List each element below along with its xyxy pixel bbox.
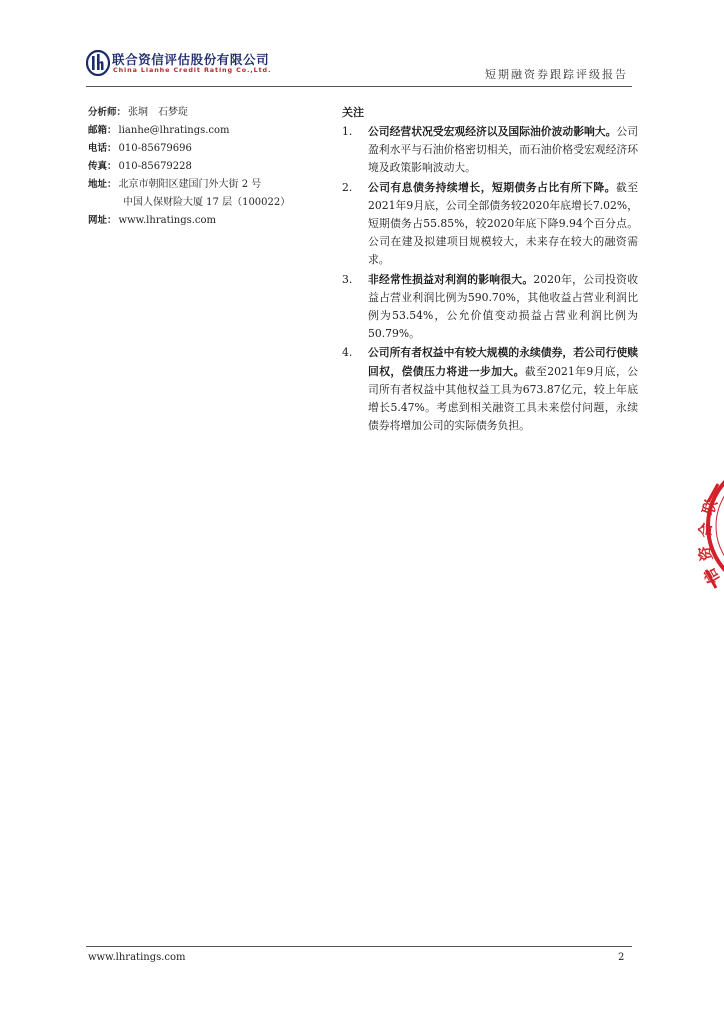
contact-block (88, 104, 318, 230)
focus-item (342, 344, 638, 435)
svg-text:资: 资 (695, 544, 716, 563)
analysts-label: 分析师： (88, 107, 127, 118)
page-number: 2 (618, 952, 625, 963)
lianhe-logo-icon (86, 50, 110, 76)
page-header (86, 46, 632, 86)
report-type: 短期融资券跟踪评级报告 (485, 68, 628, 81)
focus-item-title: 非经常性损益对利润的影响很大。 (368, 272, 534, 286)
focus-item-text: 公司盈利水平与石油价格密切相关，而石油价格受宏观经济环境及政策影响波动大。 (368, 125, 639, 175)
address-value-line1: 北京市朝阳区建国门外大街 2 号 (118, 179, 262, 190)
phone-label: 电话： (88, 143, 117, 154)
header-divider (86, 86, 632, 87)
focus-item (342, 271, 638, 344)
phone-line (88, 140, 318, 158)
focus-item-title: 公司经营状况受宏观经济以及国际油价波动影响大。 (368, 125, 617, 138)
focus-item-title: 公司所有者权益中有较大规模的永续债券，若公司行使赎回权，偿债压力将进一步加大。 (368, 346, 638, 378)
address-label: 地址： (88, 179, 117, 190)
phone-value: 010-85679696 (118, 143, 192, 154)
focus-item-number: 4. (342, 346, 353, 360)
footer-divider (86, 946, 632, 947)
fax-line (88, 158, 318, 176)
email-line (88, 122, 318, 140)
address-line (88, 176, 318, 194)
focus-item (342, 123, 638, 178)
focus-item-number: 2. (342, 180, 353, 194)
company-name-en: China Lianhe Credit Rating Co.,Ltd. (113, 66, 272, 74)
footer-website[interactable]: www.lhratings.com (88, 952, 186, 963)
focus-item-title: 公司有息债务持续增长，短期债务占比有所下降。 (368, 180, 616, 194)
focus-item-body (368, 271, 638, 344)
fax-value: 010-85679228 (118, 161, 192, 172)
email-label: 邮箱： (88, 125, 117, 136)
company-seal-stamp (694, 446, 724, 606)
focus-heading: 关注 (342, 106, 364, 119)
focus-item (342, 179, 638, 270)
focus-item-body (368, 123, 638, 178)
website-line (88, 212, 318, 230)
address-value-line2: 中国人保财险大厦 17 层（100022） (123, 197, 291, 208)
analysts-value: 张垌 石梦琁 (128, 107, 189, 118)
focus-item-number: 1. (342, 125, 353, 138)
focus-item-text: 截至2021年9月底，公司所有者权益中其他权益工具为673.87亿元，较上年底增长5.47%。考虑到相关融资工具未来偿付问题，永续债券将增加公司的实际债务负担。 (368, 364, 638, 433)
focus-item-number: 3. (342, 272, 353, 286)
svg-text:联: 联 (698, 497, 721, 518)
email-value[interactable]: lianhe@lhratings.com (118, 125, 230, 136)
company-name-cn: 联合资信评估股份有限公司 (112, 52, 270, 67)
svg-text:合: 合 (696, 521, 716, 539)
website-label: 网址： (88, 215, 117, 226)
focus-section (342, 104, 638, 435)
focus-item-text: 截至2021年9月底，公司全部债务较2020年底增长7.02%，短期债务占55.85%，较2020年底下降9.94个百分点。公司在建及拟建项目规模较大，未来存在较大的融资需求。 (368, 180, 639, 267)
focus-item-body (368, 344, 638, 435)
focus-item-text: 2020年，公司投资收益占营业利润比例为590.70%，其他收益占营业利润比例为53.54%，公允价值变动损益占营业利润比例为50.79%。 (368, 272, 639, 341)
fax-label: 传真： (88, 161, 117, 172)
focus-item-body (368, 179, 638, 270)
analysts-line (88, 104, 318, 122)
website-value[interactable]: www.lhratings.com (118, 215, 217, 226)
svg-text:信: 信 (700, 564, 724, 587)
address-line-2 (88, 194, 318, 212)
